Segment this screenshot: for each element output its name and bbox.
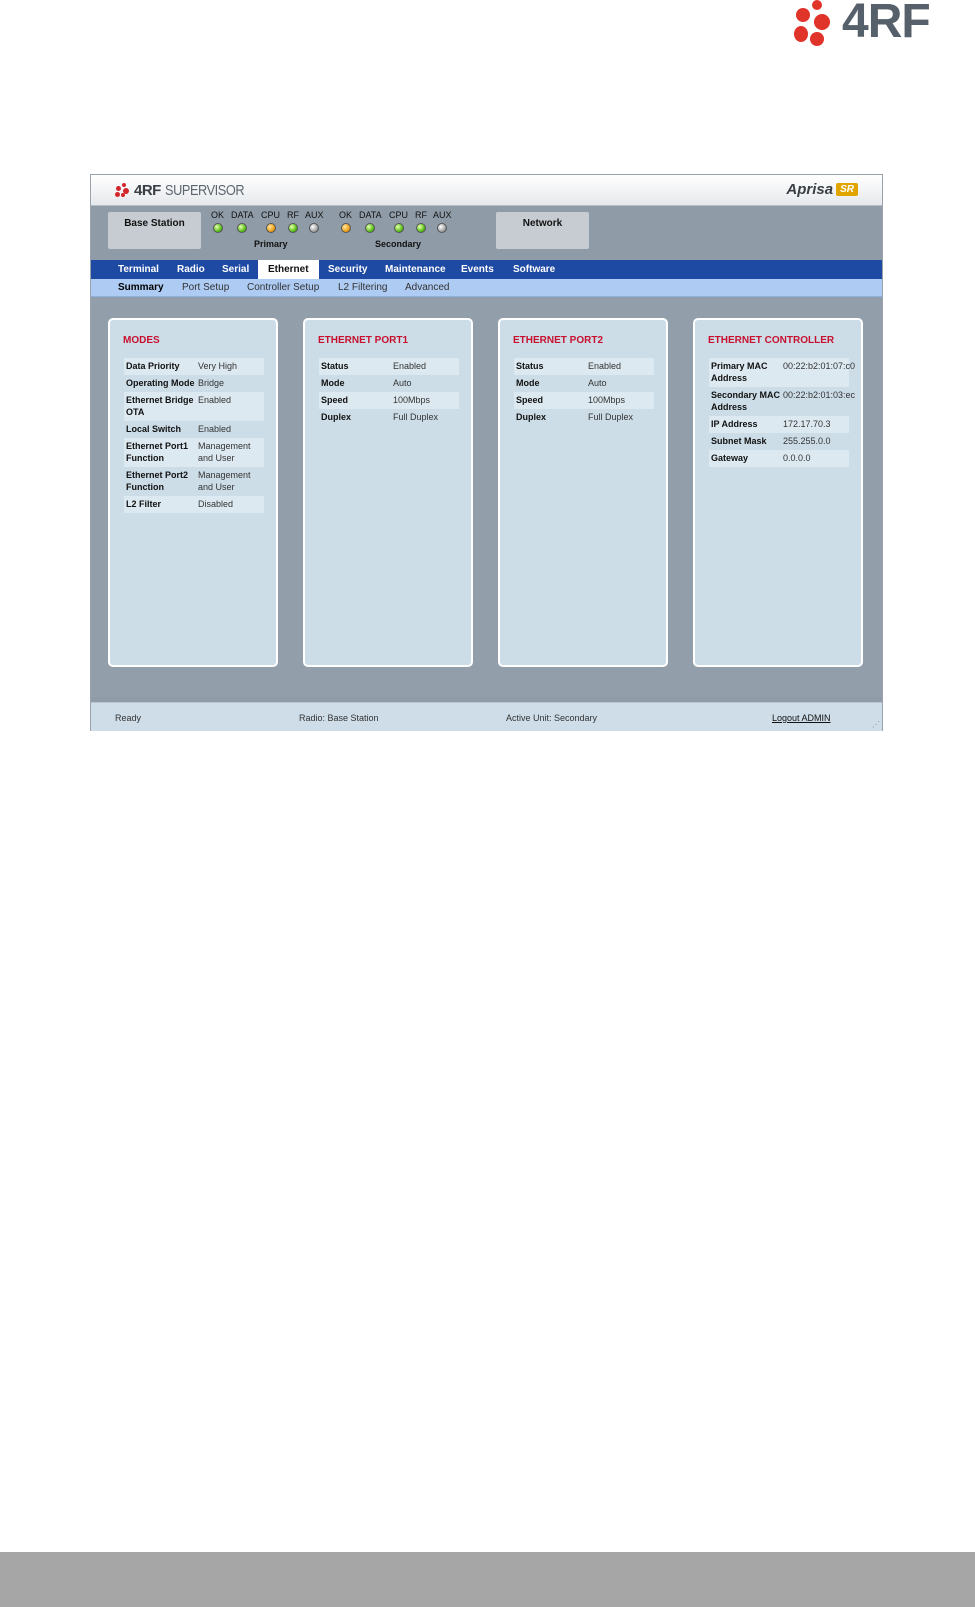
led-label: OK	[211, 210, 225, 220]
row-label: Status	[516, 361, 544, 371]
table-row	[709, 433, 849, 450]
nav-security[interactable]: Security	[328, 264, 368, 275]
row-label: L2 Filter	[126, 499, 162, 509]
subnav-l2-filtering[interactable]: L2 Filtering	[338, 282, 388, 293]
status-led-ok	[211, 210, 224, 233]
table-row	[709, 416, 849, 433]
row-label: Data Priority	[126, 361, 180, 371]
resize-grip-icon[interactable]: ⋰	[872, 720, 880, 729]
row-value: Management and User	[198, 441, 251, 463]
modes-title: MODES	[123, 335, 160, 346]
led-label: DATA	[231, 210, 254, 220]
row-label: Local Switch	[126, 424, 182, 434]
page-logo	[792, 0, 967, 46]
controller-title: ETHERNET CONTROLLER	[708, 335, 835, 346]
row-label: Mode	[321, 378, 345, 388]
table-row	[319, 409, 459, 426]
row-value: 00:22:b2:01:03:ec	[783, 390, 856, 400]
led-indicator-icon	[437, 223, 447, 233]
table-row	[319, 392, 459, 409]
subnav-advanced[interactable]: Advanced	[405, 282, 450, 293]
table-row	[319, 358, 459, 375]
subnav-controller-setup[interactable]: Controller Setup	[247, 282, 320, 293]
row-label: Ethernet Port1 Function	[126, 441, 189, 463]
nav-radio[interactable]: Radio	[177, 264, 205, 275]
led-indicator-icon	[213, 223, 223, 233]
app-window	[90, 174, 883, 731]
table-row	[709, 358, 856, 387]
row-value: Auto	[588, 378, 607, 388]
led-label: CPU	[389, 210, 409, 220]
led-label: RF	[287, 210, 299, 220]
page-logo-text: 4RF	[842, 0, 930, 48]
status-active-unit: Active Unit: Secondary	[506, 713, 598, 723]
status-led-rf	[287, 210, 299, 233]
row-value: Disabled	[198, 499, 234, 509]
row-value: Enabled	[198, 424, 232, 434]
status-led-cpu	[261, 210, 280, 233]
product-logo	[786, 181, 858, 198]
base-station-button[interactable]	[108, 212, 201, 249]
table-row	[514, 375, 654, 392]
led-label: AUX	[305, 210, 324, 220]
status-led-ok	[339, 210, 352, 233]
table-row	[124, 467, 264, 496]
app-header	[91, 175, 882, 206]
row-label: Operating Mode	[126, 378, 195, 388]
table-row	[124, 421, 264, 438]
led-indicator-icon	[341, 223, 351, 233]
brand-product: SUPERVISOR	[164, 181, 244, 199]
nav-maintenance[interactable]: Maintenance	[385, 264, 446, 275]
brand-logo	[115, 181, 258, 199]
status-area	[91, 206, 882, 262]
led-indicator-icon	[288, 223, 298, 233]
led-label: AUX	[433, 210, 452, 220]
led-indicator-icon	[365, 223, 375, 233]
row-value: 100Mbps	[588, 395, 626, 405]
status-led-data	[359, 210, 382, 233]
row-value: 00:22:b2:01:07:c0	[783, 361, 856, 371]
led-indicator-icon	[266, 223, 276, 233]
product-logo-text: Aprisa	[786, 181, 834, 198]
row-label: Mode	[516, 378, 540, 388]
ethernet-port2-panel	[498, 318, 668, 667]
modes-rows	[124, 358, 264, 513]
row-value: Very High	[198, 361, 238, 371]
modes-panel	[108, 318, 278, 667]
port2-title: ETHERNET PORT2	[513, 335, 604, 346]
ethernet-port1-panel	[303, 318, 473, 667]
subnav-summary[interactable]: Summary	[118, 282, 164, 293]
table-row	[514, 358, 654, 375]
table-row	[124, 496, 264, 513]
status-led-cpu	[389, 210, 408, 233]
brand-dots-icon	[115, 183, 131, 197]
logout-link[interactable]: Logout ADMIN	[772, 713, 831, 723]
table-row	[124, 392, 264, 421]
row-value: Enabled	[393, 361, 427, 371]
row-value: Full Duplex	[588, 412, 634, 422]
nav-terminal[interactable]: Terminal	[118, 264, 159, 275]
row-label: Duplex	[516, 412, 547, 422]
led-indicator-icon	[394, 223, 404, 233]
nav-events[interactable]: Events	[461, 264, 494, 275]
sub-nav	[91, 279, 882, 297]
nav-ethernet[interactable]: Ethernet	[258, 260, 319, 279]
ethernet-controller-panel	[693, 318, 863, 667]
row-label: Speed	[321, 395, 349, 405]
status-led-aux	[433, 210, 452, 233]
status-bar	[91, 702, 882, 731]
row-value: 255.255.0.0	[783, 436, 831, 446]
table-row	[319, 375, 459, 392]
row-value: Auto	[393, 378, 412, 388]
status-led-rf	[415, 210, 427, 233]
logo-dots-icon	[792, 0, 840, 46]
table-row	[124, 438, 264, 467]
secondary-label: Secondary	[375, 239, 422, 249]
brand-name: 4RF	[134, 181, 161, 199]
row-label: Gateway	[711, 453, 749, 463]
led-label: RF	[415, 210, 427, 220]
row-label: Ethernet Port2 Function	[126, 470, 189, 492]
row-value: Bridge	[198, 378, 225, 388]
table-row	[709, 450, 849, 467]
content-area	[91, 297, 882, 697]
led-label: OK	[339, 210, 353, 220]
network-label: Network	[522, 218, 563, 229]
led-indicator-icon	[416, 223, 426, 233]
row-value: Full Duplex	[393, 412, 439, 422]
row-label: Subnet Mask	[711, 436, 767, 446]
product-badge: SR	[836, 183, 858, 196]
led-indicator-icon	[237, 223, 247, 233]
row-label: IP Address	[711, 419, 758, 429]
led-label: CPU	[261, 210, 281, 220]
network-button[interactable]	[496, 212, 589, 249]
port1-rows	[319, 358, 459, 426]
controller-rows	[709, 358, 856, 467]
primary-label: Primary	[254, 239, 288, 249]
row-label: Ethernet Bridge OTA	[126, 395, 194, 417]
row-label: Status	[321, 361, 349, 371]
row-value: 0.0.0.0	[783, 453, 811, 463]
row-label: Primary MAC Address	[711, 361, 768, 383]
table-row	[124, 375, 264, 392]
port2-rows	[514, 358, 654, 426]
status-ready: Ready	[115, 713, 142, 723]
table-row	[124, 358, 264, 375]
led-indicator-icon	[309, 223, 319, 233]
led-label: DATA	[359, 210, 382, 220]
nav-serial[interactable]: Serial	[222, 264, 250, 275]
row-value: Enabled	[588, 361, 622, 371]
row-label: Speed	[516, 395, 544, 405]
row-value: 172.17.70.3	[783, 419, 831, 429]
row-value: 100Mbps	[393, 395, 431, 405]
status-radio: Radio: Base Station	[299, 713, 379, 723]
main-nav	[91, 260, 882, 279]
row-label: Secondary MAC Address	[711, 390, 781, 412]
base-station-label: Base Station	[124, 218, 185, 229]
row-label: Duplex	[321, 412, 352, 422]
table-row	[514, 392, 654, 409]
row-value: Enabled	[198, 395, 232, 405]
page-footer-band	[0, 1552, 975, 1607]
port1-title: ETHERNET PORT1	[318, 335, 409, 346]
row-value: Management and User	[198, 470, 251, 492]
subnav-port-setup[interactable]: Port Setup	[182, 282, 230, 293]
status-led-data	[231, 210, 254, 233]
status-led-aux	[305, 210, 324, 233]
nav-software[interactable]: Software	[513, 264, 556, 275]
table-row	[709, 387, 856, 416]
table-row	[514, 409, 654, 426]
